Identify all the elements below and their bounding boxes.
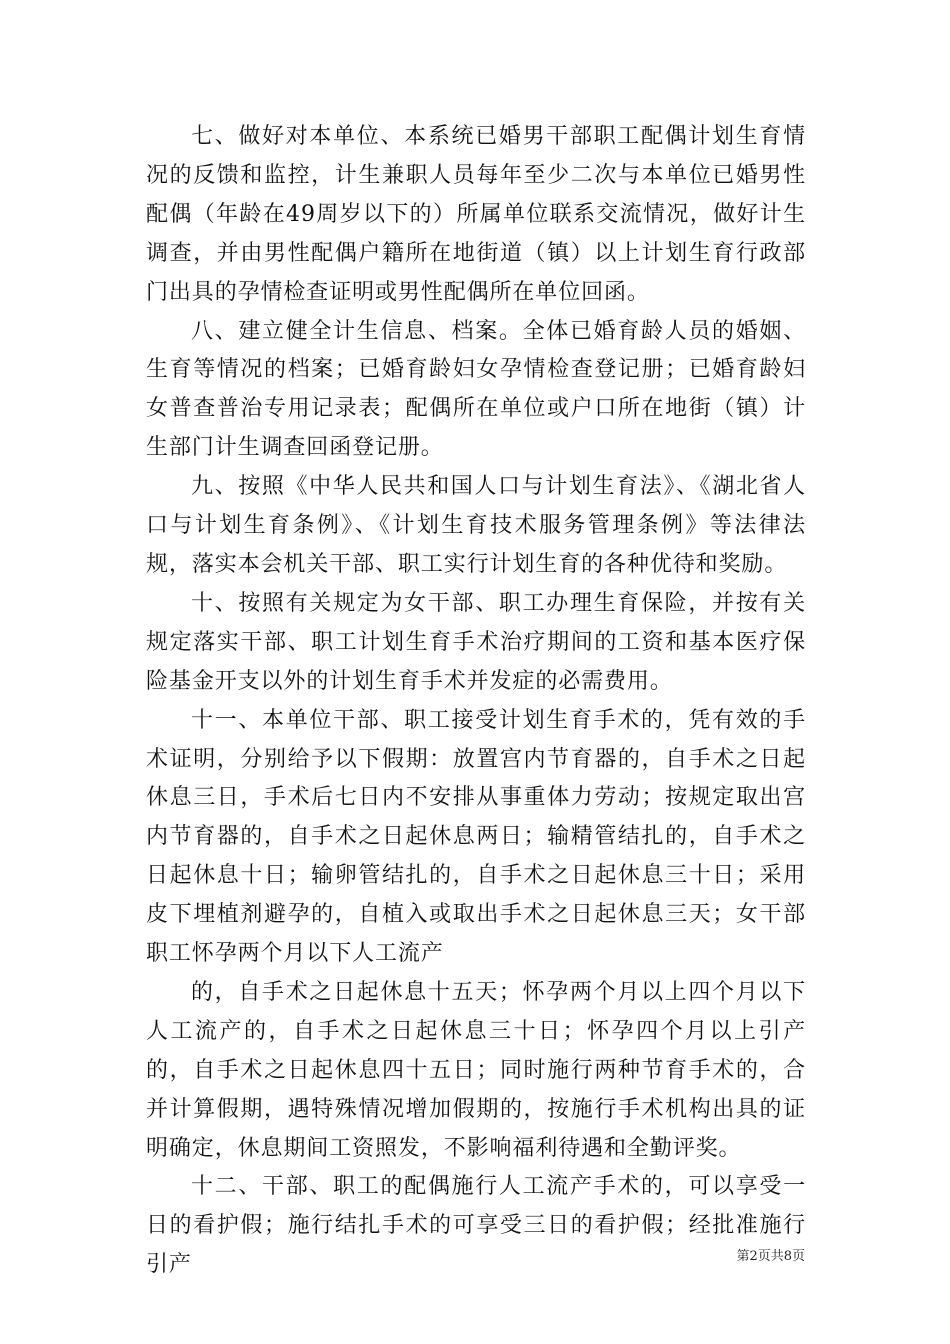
text-line: 定落实干部、职工计划生育手术治疗期间的工资和基本医疗保险基 xyxy=(146,629,806,694)
text-line: 九、按照《中华人民共和国人口与计划生育法》、《湖北省人 xyxy=(191,474,806,500)
text-line: 孕情检查证明或男性配偶所在单位回函。 xyxy=(237,279,650,305)
text-line: 十二、干部、职工的配偶施行人工流产手术的，可以享受一日 xyxy=(146,1174,806,1239)
text-line: 十日；输卵管结扎的，自手术之日起休息三十日；采用皮下埋植剂 xyxy=(146,863,806,928)
text-line: 计生调查回函登记册。 xyxy=(214,435,444,461)
paragraph-12 xyxy=(146,1168,806,1285)
text-line: 查普治专用记录表；配偶所在单位或户口所在地街（镇）计生部门 xyxy=(146,396,806,461)
text-line: 七、做好对本单位、本系统已婚男干部职工配偶计划生育情况 xyxy=(146,124,806,188)
text-line: 器的，自手术之日起休息两日；输精管结扎的，自手术之日起休息 xyxy=(146,824,806,889)
text-line: 的反馈和监控，计生兼职人员每年至少二次与本单位已婚男性配偶 xyxy=(146,162,806,227)
text-line: 金开支以外的计划生育手术并发症的必需费用。 xyxy=(191,668,673,694)
text-line: 十一、本单位干部、职工接受计划生育手术的，凭有效的手术 xyxy=(146,707,806,772)
paragraph-9 xyxy=(146,468,806,585)
paragraph-11 xyxy=(146,702,806,974)
text-line: 证明，分别给予以下假期：放置宫内节育器的，自手术之日起休息 xyxy=(146,746,806,811)
text-line: （年龄在49周岁以下的）所属单位联系交流情况，做好计生调查， xyxy=(146,201,806,266)
text-line: 十、按照有关规定为女干部、职工办理生育保险，并按有关规 xyxy=(146,590,806,655)
paragraph-10 xyxy=(146,585,806,702)
text-line: 的看护假；施行结扎手术的可享受三日的看护假；经批准施行引产 xyxy=(146,1213,806,1278)
text-line: 并由男性配偶户籍所在地街道（镇）以上计划生育行政部门出具的 xyxy=(146,240,806,305)
text-line: 八、建立健全计生信息、档案。全体已婚育龄人员的婚姻、生 xyxy=(146,318,806,383)
text-line: 息期间工资照发，不影响福利待遇和全勤评奖。 xyxy=(260,1135,742,1161)
paragraph-11-continued xyxy=(146,974,806,1169)
text-line: 的，自手术之日起休息十五天；怀孕两个月以上四个月以下人 xyxy=(146,979,806,1044)
text-line: 月以下人工流产 xyxy=(283,941,444,967)
text-line: 落实本会机关干部、职工实行计划生育的各种优待和奖励。 xyxy=(191,551,788,577)
page-number: 第2页共8页 xyxy=(736,1249,805,1264)
document-body xyxy=(146,118,806,1285)
text-line: 三日，手术后七日内不安排从事重体力劳动；按规定取出宫内节育 xyxy=(146,785,806,850)
text-line: 育等情况的档案；已婚育龄妇女孕情检查登记册；已婚育龄妇女普 xyxy=(146,357,806,422)
text-line: 期，遇特殊情况增加假期的，按施行手术机构出具的证明确定，休 xyxy=(146,1096,806,1161)
paragraph-7 xyxy=(146,118,806,313)
text-line: 口与计划生育条例》、《计划生育技术服务管理条例》等法律法规， xyxy=(146,513,806,577)
text-line: 避孕的，自植入或取出手术之日起休息三天；女干部职工怀孕两个 xyxy=(146,902,806,967)
paragraph-8 xyxy=(146,313,806,469)
text-line: 工流产的，自手术之日起休息三十日；怀孕四个月以上引产的，自 xyxy=(146,1018,807,1083)
text-line: 手术之日起休息四十五日；同时施行两种节育手术的，合并计算假 xyxy=(146,1057,806,1122)
